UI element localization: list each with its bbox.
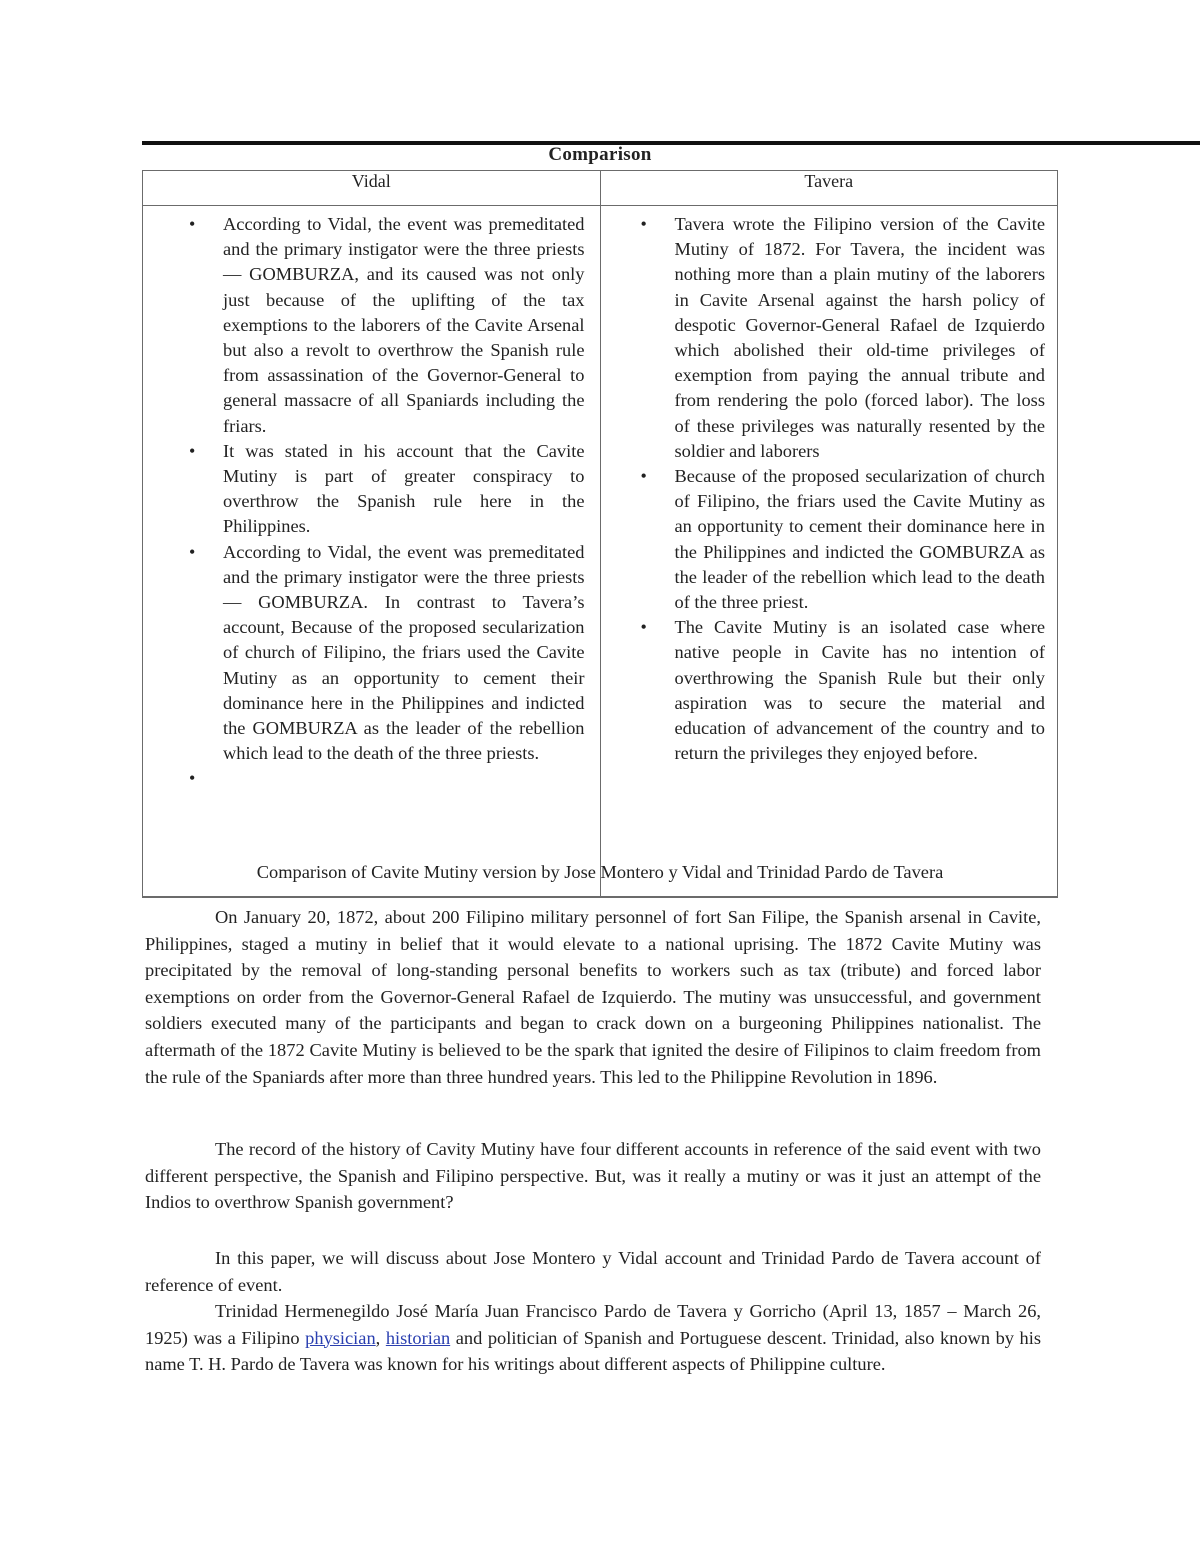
paragraph-1: On January 20, 1872, about 200 Filipino military personnel of fort San Filipe, the Spanish arsenal in Cavite, Philippines, staged a mutiny in belief that it would elevate to a national uprising. The 1872 Cavite Mutiny was precipitated by the removal of long-standing personal benefits to workers such as tax (tribute) and forced labor exemptions on order from the Governor-General Rafael de Izquierdo. The mutiny was unsuccessful, and government soldiers executed many of the participants and began to crack down on a burgeoning Philippines nationalist. The aftermath of the 1872 Cavite Mutiny is believed to be the spark that ignited the desire of Filipinos to claim freedom from the rule of the Spaniards after more than three hundred years. This led to the Philippine Revolution in 1896.: [145, 907, 1041, 1087]
vidal-cell: [143, 206, 601, 898]
tavera-bullet-2: • Because of the proposed secularization of church of Filipino, the friars used the Cavite Mutiny as an opportunity to cement their dominance here in the Philippines and indicted the GOMBURZA as the leader of the rebellion which lead to the death of the three priest.: [675, 464, 1046, 615]
comparison-table: [142, 170, 1058, 898]
column-header-vidal: Vidal: [143, 171, 601, 206]
paragraph-4-text-start: Trinidad Hermenegildo José María Juan Francisco Pardo de Tavera y Gorricho (April 13, 1857 – March 26, 1925) was a Filipino: [145, 1301, 1041, 1348]
paragraph-4: [145, 1298, 1041, 1378]
physician-link[interactable]: physician: [305, 1327, 376, 1348]
paragraph-3: In this paper, we will discuss about Jose Montero y Vidal account and Trinidad Pardo de Tavera account of reference of event.: [145, 1248, 1041, 1295]
tavera-bullet-list: [601, 212, 1046, 766]
historian-link[interactable]: historian: [385, 1327, 451, 1348]
tavera-cell: [600, 206, 1058, 898]
vidal-bullet-3: • According to Vidal, the event was premeditated and the primary instigator were the three priests — GOMBURZA. In contrast to Tavera’s account, Because of the proposed secularization of church of Filipino, the friars used the Cavite Mutiny as an opportunity to cement their dominance here in the Philippines and indicted the GOMBURZA as the leader of the rebellion which lead to the death of the three priests.: [223, 540, 585, 767]
tavera-bullet-1: • Tavera wrote the Filipino version of the Cavite Mutiny of 1872. For Tavera, the incident was nothing more than a plain mutiny of the laborers in Cavite Arsenal against the harsh policy of despotic Governor-General Rafael de Izquierdo which abolished their old-time privileges of exemption from paying the annual tribute and from rendering the polo (forced labor). The loss of these privileges was naturally resented by the soldier and laborers: [675, 212, 1046, 464]
column-header-tavera: Tavera: [600, 171, 1058, 206]
paragraph-4-separator: ,: [375, 1327, 386, 1348]
paragraph-2: The record of the history of Cavity Mutiny have four different accounts in reference of the said event with two different perspective, the Spanish and Filipino perspective. But, was it really a mutiny or was it just an attempt of the Indios to overthrow Spanish government?: [145, 1139, 1041, 1213]
vidal-bullet-2: • It was stated in his account that the Cavite Mutiny is part of greater conspiracy to overthrow the Spanish rule here in the Philippines.: [223, 439, 585, 540]
vidal-bullet-1: • According to Vidal, the event was premeditated and the primary instigator were the three priests — GOMBURZA, and its caused was not only just because of the uplifting of the tax exemptions to the laborers of the Cavite Arsenal but also a revolt to overthrow the Spanish rule from assassination of the Governor-General to general massacre of all Spaniards including the friars.: [223, 212, 585, 439]
vidal-bullet-empty: [223, 766, 585, 791]
table-title: Comparison: [548, 144, 652, 165]
vidal-bullet-list: [143, 212, 585, 791]
table-caption: Comparison of Cavite Mutiny version by Jose Montero y Vidal and Trinidad Pardo de Tavera: [256, 862, 944, 882]
tavera-bullet-3: • The Cavite Mutiny is an isolated case where native people in Cavite has no intention of overthrowing the Spanish Rule but their only aspiration was to secure the material and education of advancement of the country and to return the privileges they enjoyed before.: [675, 615, 1046, 766]
paragraph-4-text-end: and politician of Spanish and Portuguese descent. Trinidad, also known by his name T. H. Pardo de Tavera was known for his writings about different aspects of Philippine culture.: [145, 1327, 1041, 1375]
